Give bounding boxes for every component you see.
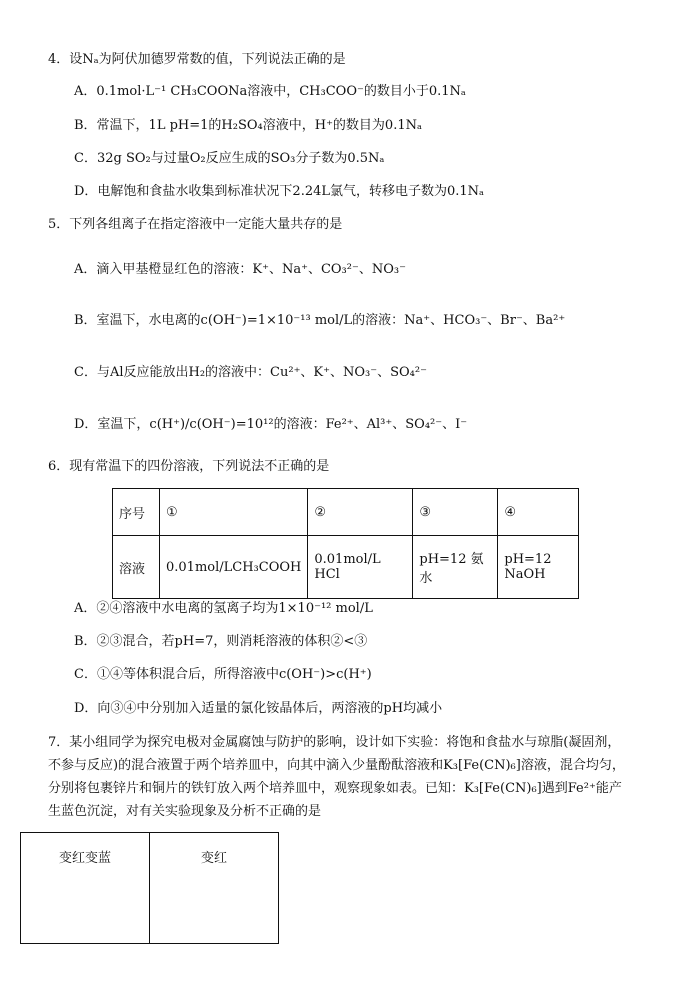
table-row: [113, 489, 579, 536]
table-cell: 变红变蓝: [21, 833, 150, 944]
q6-option-c: C．①④等体积混合后，所得溶液中c(OH⁻)>c(H⁺): [74, 667, 372, 682]
table-cell: ④: [498, 489, 579, 536]
table-cell: 0.01mol/L HCl: [308, 536, 413, 599]
q5-option-b: B．室温下，水电离的c(OH⁻)=1×10⁻¹³ mol/L的溶液：Na⁺、HCO₃⁻、Br⁻、Ba²⁺: [74, 313, 566, 328]
table-row: [113, 536, 579, 599]
q6-option-b: B．②③混合，若pH=7，则消耗溶液的体积②<③: [74, 634, 368, 649]
q7-result-table: [20, 832, 279, 944]
q4-option-c: C．32g SO₂与过量O₂反应生成的SO₃分子数为0.5Nₐ: [74, 151, 385, 166]
q6-option-a: A．②④溶液中水电离的氢离子均为1×10⁻¹² mol/L: [74, 601, 373, 616]
q7-text-line-1: 7．某小组同学为探究电极对金属腐蚀与防护的影响，设计如下实验：将饱和食盐水与琼脂(凝固剂，: [48, 735, 621, 750]
q6-stem: 6．现有常温下的四份溶液，下列说法不正确的是: [48, 459, 330, 474]
q4-option-d: D．电解饱和食盐水收集到标准状况下2.24L氯气，转移电子数为0.1Nₐ: [74, 184, 485, 199]
table-cell: ①: [160, 489, 308, 536]
table-cell: ③: [413, 489, 498, 536]
q6-solution-table: [112, 488, 579, 599]
q5-stem: 5．下列各组离子在指定溶液中一定能大量共存的是: [48, 217, 343, 232]
q4-option-a: A．0.1mol·L⁻¹ CH₃COONa溶液中，CH₃COO⁻的数目小于0.1Nₐ: [74, 84, 466, 99]
q7-text-line-4: 生蓝色沉淀，对有关实验现象及分析不正确的是: [48, 804, 322, 819]
table-cell: 溶液: [113, 536, 160, 599]
q7-text-line-2: 不参与反应)的混合液置于两个培养皿中，向其中滴入少量酚酞溶液和K₃[Fe(CN)₆]溶液，混合均匀，: [48, 758, 625, 773]
table-cell: 序号: [113, 489, 160, 536]
q5-option-c: C．与Al反应能放出H₂的溶液中：Cu²⁺、K⁺、NO₃⁻、SO₄²⁻: [74, 365, 427, 380]
q4-option-b: B．常温下，1L pH=1的H₂SO₄溶液中，H⁺的数目为0.1Nₐ: [74, 118, 422, 133]
table-cell: pH=12 NaOH: [498, 536, 579, 599]
table-cell: 变红: [150, 833, 279, 944]
q5-option-a: A．滴入甲基橙显红色的溶液：K⁺、Na⁺、CO₃²⁻、NO₃⁻: [74, 262, 406, 277]
table-row: [21, 833, 279, 944]
q7-text-line-3: 分别将包裹锌片和铜片的铁钉放入两个培养皿中，观察现象如表。已知：K₃[Fe(CN)₆]遇到Fe²⁺能产: [48, 781, 622, 796]
table-cell: 0.01mol/LCH₃COOH: [160, 536, 308, 599]
q5-option-d: D．室温下，c(H⁺)/c(OH⁻)=10¹²的溶液：Fe²⁺、Al³⁺、SO₄²⁻、I⁻: [74, 417, 468, 432]
table-cell: ②: [308, 489, 413, 536]
q6-option-d: D．向③④中分别加入适量的氯化铵晶体后，两溶液的pH均减小: [74, 701, 443, 716]
q4-stem: 4．设Nₐ为阿伏加德罗常数的值，下列说法正确的是: [48, 52, 346, 67]
table-cell: pH=12 氨水: [413, 536, 498, 599]
